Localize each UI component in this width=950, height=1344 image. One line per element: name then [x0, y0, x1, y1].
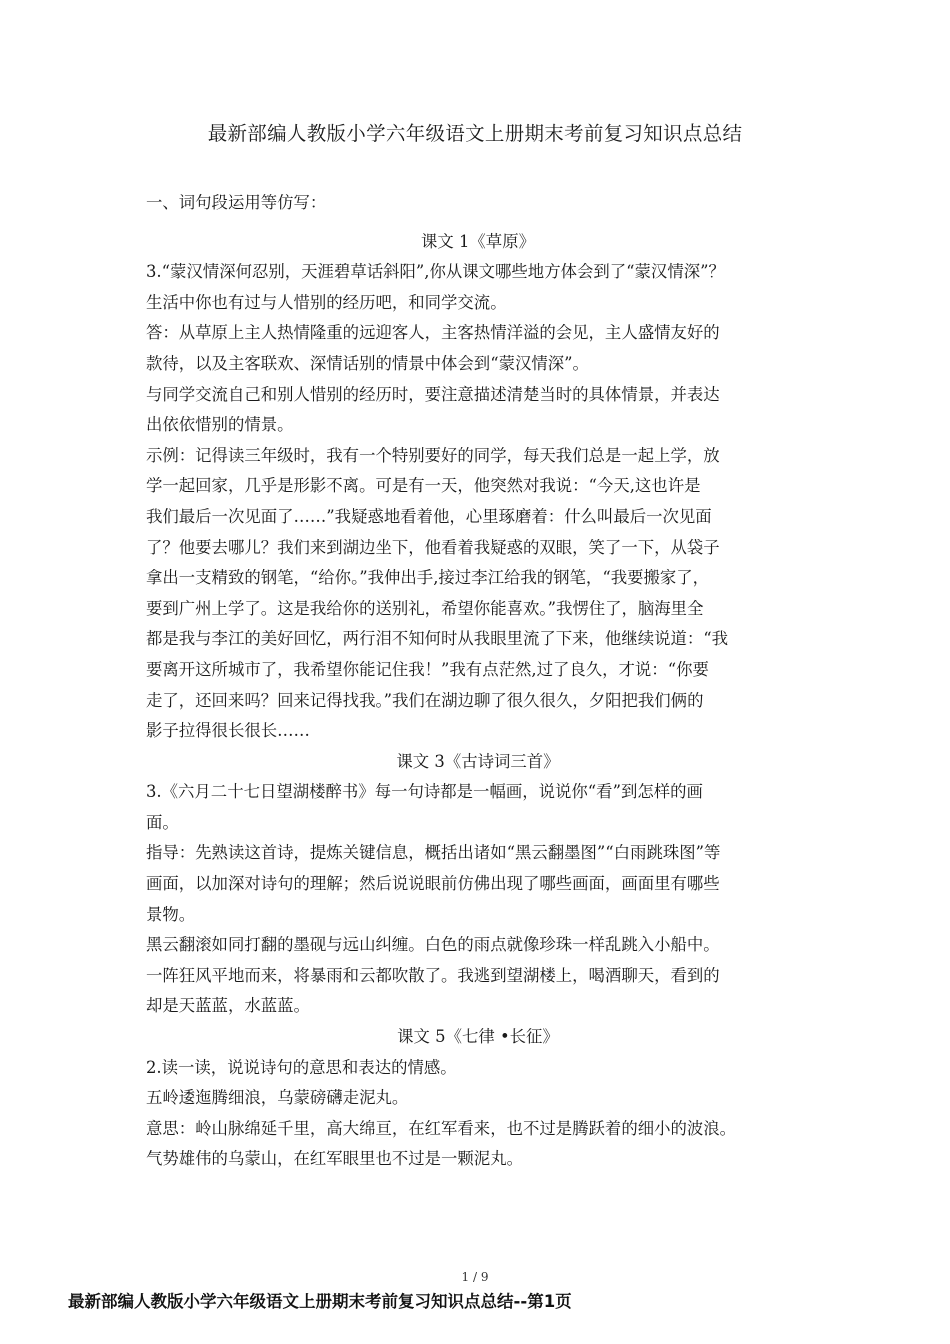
section-heading: 课文 1《草原》	[421, 231, 535, 251]
text-line: 影子拉得很长很长……	[146, 721, 310, 741]
text-line: 却是天蓝蓝，水蓝蓝。	[146, 996, 310, 1016]
text-line: 黑云翻滚如同打翻的墨砚与远山纠缠。白色的雨点就像珍珠一样乱跳入小船中。	[146, 935, 720, 955]
text-line: 学一起回家，几乎是形影不离。可是有一天，他突然对我说：“今天,这也许是	[146, 476, 701, 496]
document-body	[146, 188, 810, 1175]
page-title: 最新部编人教版小学六年级语文上册期末考前复习知识点总结	[207, 122, 743, 145]
text-line: 示例：记得读三年级时，我有一个特别要好的同学，每天我们总是一起上学，放	[146, 445, 720, 465]
text-line: 要离开这所城市了，我希望你能记住我！”我有点茫然,过了良久，才说：“你要	[146, 659, 709, 679]
text-line: 一、词句段运用等仿写：	[146, 193, 327, 212]
section-heading: 课文 5《七律 •长征》	[397, 1027, 559, 1047]
text-line: 都是我与李江的美好回忆，两行泪不知何时从我眼里流了下来，他继续说道：“我	[146, 629, 729, 649]
text-line: 生活中你也有过与人惜别的经历吧，和同学交流。	[146, 292, 507, 312]
text-line: 款待，以及主客联欢、深情话别的情景中体会到“蒙汉情深”。	[146, 353, 589, 373]
text-line: 五岭逶迤腾细浪，乌蒙磅礴走泥丸。	[146, 1088, 409, 1108]
text-line: 3.“蒙汉情深何忍别，天涯碧草话斜阳”,你从课文哪些地方体会到了“蒙汉情深”？	[146, 262, 725, 282]
text-line: 与同学交流自己和别人惜别的经历时，要注意描述清楚当时的具体情景，并表达	[146, 384, 720, 404]
section-heading: 课文 3《古诗词三首》	[396, 751, 560, 771]
page-number: 1 / 9	[461, 1270, 489, 1284]
text-line: 一阵狂风平地而来，将暴雨和云都吹散了。我逃到望湖楼上，喝酒聊天，看到的	[146, 965, 720, 985]
text-line: 出依依惜别的情景。	[146, 415, 294, 435]
text-line: 我们最后一次见面了……”我疑惑地看着他，心里琢磨着：什么叫最后一次见面	[146, 506, 712, 526]
text-line: 景物。	[146, 904, 196, 924]
text-line: 了？他要去哪儿？我们来到湖边坐下，他看着我疑惑的双眼，笑了一下，从袋子	[146, 537, 720, 557]
text-line: 2.读一读，说说诗句的意思和表达的情感。	[146, 1057, 457, 1077]
text-line: 要到广州上学了。这是我给你的送别礼，希望你能喜欢。”我愣住了，脑海里全	[146, 598, 704, 618]
footer-caption: 最新部编人教版小学六年级语文上册期末考前复习知识点总结--第1页	[68, 1292, 572, 1311]
text-line: 走了，还回来吗？回来记得找我。”我们在湖边聊了很久很久，夕阳把我们俩的	[146, 690, 704, 710]
text-line: 画面，以加深对诗句的理解；然后说说眼前仿佛出现了哪些画面，画面里有哪些	[146, 874, 720, 894]
text-line: 拿出一支精致的钢笔，“给你。”我伸出手,接过李江给我的钢笔，“我要搬家了，	[146, 568, 710, 588]
text-line: 答：从草原上主人热情隆重的远迎客人，主客热情洋溢的会见，主人盛情友好的	[146, 323, 720, 343]
text-line: 气势雄伟的乌蒙山，在红军眼里也不过是一颗泥丸。	[146, 1149, 523, 1169]
text-line: 指导：先熟读这首诗，提炼关键信息，概括出诸如“黑云翻墨图”“白雨跳珠图”等	[146, 843, 721, 863]
text-line: 意思：岭山脉绵延千里，高大绵亘，在红军看来，也不过是腾跃着的细小的波浪。	[146, 1118, 737, 1138]
text-line: 3.《六月二十七日望湖楼醉书》每一句诗都是一幅画，说说你“看”到怎样的画	[146, 782, 703, 802]
text-line: 面。	[146, 812, 179, 832]
